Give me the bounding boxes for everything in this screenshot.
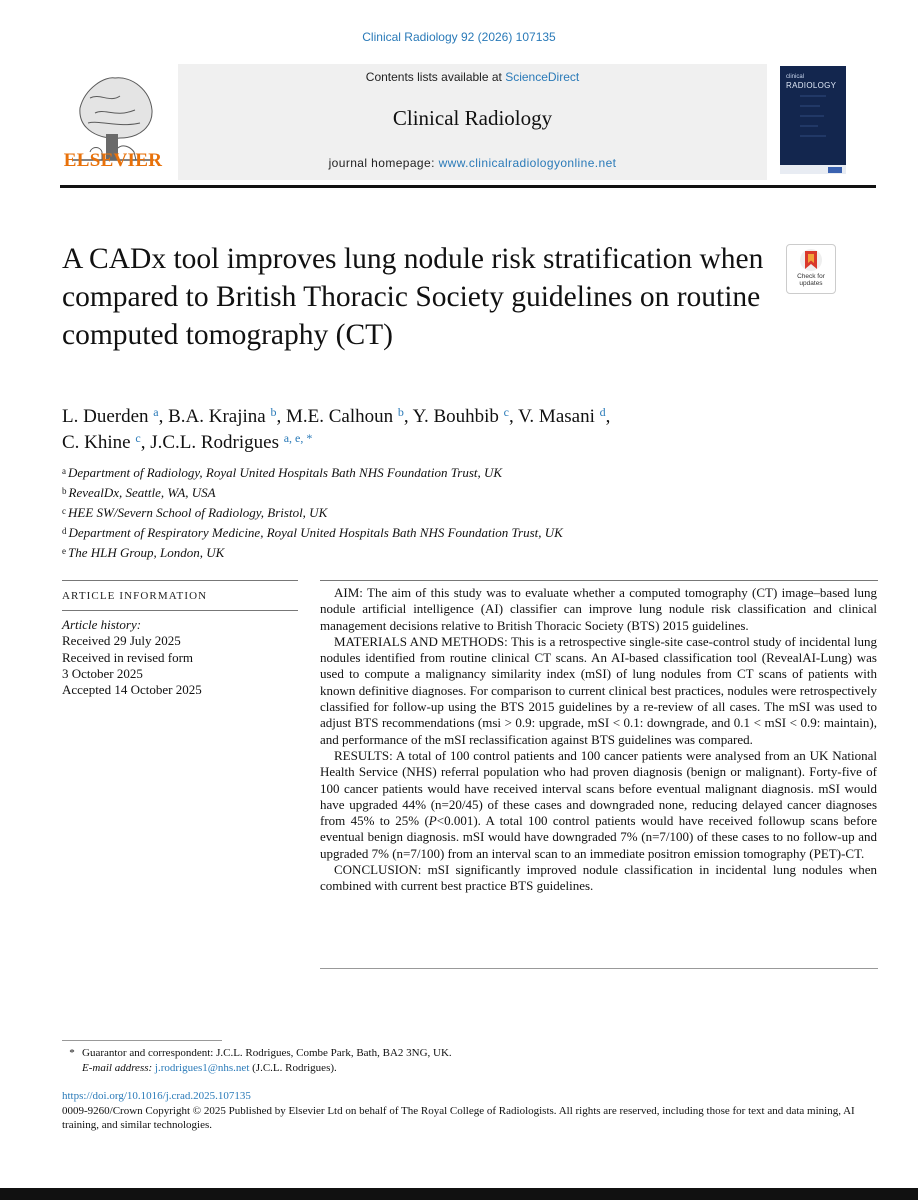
affiliation-text: HEE SW/Severn School of Radiology, Bristol, UK	[68, 505, 328, 520]
results-text-2: <0.001). A total 100 control patients would have received followup scans before eventual benign diagnosis. mSI would have downgraded 7% (n=7/100) of these cases to no follow-up and upgraded 7% (n=7/100) from an interval scan to an immediate positron emission tomography (PET)-CT.	[320, 813, 877, 861]
journal-cover-thumbnail[interactable]	[780, 66, 846, 174]
affiliation-text: RevealDx, Seattle, WA, USA	[68, 485, 216, 500]
affiliation-key: a	[62, 466, 66, 476]
doi-link[interactable]: https://doi.org/10.1016/j.crad.2025.107135	[62, 1090, 251, 1102]
section-divider	[62, 610, 298, 611]
author-affiliation-marker[interactable]: a, e, *	[283, 431, 313, 445]
header-rule	[60, 185, 876, 188]
affiliation-key: b	[62, 486, 67, 496]
author-affiliation-marker[interactable]: c	[503, 405, 509, 419]
affiliation-key: c	[62, 506, 66, 516]
author-name[interactable]: L. Duerden	[62, 406, 149, 427]
journal-banner	[178, 64, 767, 180]
history-accepted: Accepted 14 October 2025	[62, 682, 202, 698]
results-text-1: RESULTS: A total of 100 control patients and 100 cancer patients were analysed from an UK National Health Service (NHS) referral population who had proven diagnosis (benign or malignant). Forty-five of 100 cancer patients would have received interval scans before eventual malignant diagnosis. mSI would have upgraded 44% (n=20/45) of these cases and downgraded none, reducing delayed cancer diagnoses from 45% to 25% (	[320, 747, 877, 829]
cover-graphic	[780, 66, 846, 174]
affiliation-key: e	[62, 546, 66, 556]
affiliation-item	[62, 502, 822, 522]
affiliation-text: Department of Respiratory Medicine, Royal United Hospitals Bath NHS Foundation Trust, UK	[68, 525, 563, 540]
affiliation-list	[62, 462, 822, 562]
email-suffix: (J.C.L. Rodrigues).	[249, 1061, 337, 1074]
author-affiliation-marker[interactable]: b	[270, 405, 277, 419]
author-separator: ,	[508, 406, 519, 427]
copyright-notice: 0009-9260/Crown Copyright © 2025 Published by Elsevier Ltd on behalf of The Royal College of Radiologists. All rights are reserved, including those for text and data mining, AI training, and similar technologies.	[62, 1105, 855, 1131]
homepage-prefix: journal homepage:	[328, 156, 439, 170]
homepage-line	[178, 156, 767, 170]
affiliation-item	[62, 462, 822, 482]
elsevier-wordmark: ELSEVIER	[63, 150, 163, 171]
author-separator: ,	[605, 406, 611, 427]
history-revised: Received in revised form	[62, 649, 194, 665]
author-name[interactable]: Y. Bouhbib	[412, 406, 499, 427]
affiliation-item	[62, 522, 822, 542]
history-label: Article history:	[62, 617, 142, 632]
author-list	[62, 404, 802, 456]
history-received: Received 29 July 2025	[62, 633, 181, 649]
author-name[interactable]: M.E. Calhoun	[285, 406, 394, 427]
abstract-methods: MATERIALS AND METHODS: This is a retrospective single-site case-control study of incidental lung nodules identified from routine clinical CT scans. An AI-based classification tool (RevealAI-Lung) was used to compute a malignancy similarity index (mSI) of lung nodules from CT scans of patients with known definitive diagnoses. For comparison to current clinical best practices, nodules were retrospectively classified for follow-up using the BTS 2015 guidelines by a re-review of all cases. The mSI was used to adjust BTS recommendations (msi > 0.9: upgrade, mSI < 0.1: downgrade, and 0.1 < mSI < 0.9: maintain), and performance of the mSI reclassification against BTS guidelines was compared.	[320, 633, 877, 747]
abstract	[320, 585, 877, 895]
abstract-conclusion: CONCLUSION: mSI significantly improved nodule classification in incidental lung nodules when combined with current best practice BTS guidelines.	[320, 862, 877, 894]
affiliation-key: d	[62, 526, 67, 536]
bookmark-icon	[787, 245, 835, 275]
cover-small-text: clinical	[786, 74, 805, 80]
affiliation-text: Department of Radiology, Royal United Hospitals Bath NHS Foundation Trust, UK	[68, 465, 503, 480]
journal-citation[interactable]: Clinical Radiology 92 (2026) 107135	[362, 30, 556, 44]
sciencedirect-link[interactable]: ScienceDirect	[505, 70, 580, 84]
results-p-symbol: P	[428, 813, 437, 829]
author-separator: ,	[403, 406, 413, 427]
bottom-edge-band	[0, 1188, 918, 1200]
cover-title: RADIOLOGY	[786, 81, 837, 90]
article-title: A CADx tool improves lung nodule risk stratification when compared to British Thoracic Society guidelines on routine computed tomography (CT)	[62, 243, 764, 351]
journal-name: Clinical Radiology	[392, 106, 553, 130]
check-updates-label: Check for updates	[797, 273, 825, 287]
history-revised-date: 3 October 2025	[62, 665, 143, 681]
author-name[interactable]: C. Khine	[62, 432, 131, 453]
abstract-results	[320, 748, 877, 862]
affiliation-text: The HLH Group, London, UK	[68, 545, 225, 560]
article-info-heading: ARTICLE INFORMATION	[62, 590, 208, 602]
author-separator: ,	[140, 432, 151, 453]
footnote-email	[62, 1061, 862, 1076]
email-link[interactable]: j.rodrigues1@nhs.net	[154, 1061, 250, 1074]
footnote-guarantor	[62, 1046, 862, 1061]
author-separator: ,	[276, 406, 286, 427]
author-name[interactable]: J.C.L. Rodrigues	[150, 432, 279, 453]
footnote-divider	[62, 1040, 222, 1041]
footnote	[62, 1046, 862, 1075]
author-affiliation-marker[interactable]: c	[135, 431, 141, 445]
author-affiliation-marker[interactable]: d	[599, 405, 606, 419]
email-label: E-mail address:	[82, 1061, 153, 1074]
author-affiliation-marker[interactable]: b	[397, 405, 404, 419]
cover-badge	[828, 167, 842, 173]
check-for-updates-badge[interactable]	[786, 244, 836, 294]
abstract-divider	[320, 968, 878, 969]
guarantor-text: Guarantor and correspondent: J.C.L. Rodrigues, Combe Park, Bath, BA2 3NG, UK.	[82, 1047, 452, 1059]
journal-homepage-link[interactable]: www.clinicalradiologyonline.net	[438, 156, 617, 170]
contents-prefix: Contents lists available at	[365, 70, 506, 84]
author-name[interactable]: B.A. Krajina	[168, 406, 266, 427]
abstract-aim: AIM: The aim of this study was to evaluate whether a computed tomography (CT) image–based lung nodule artificial intelligence (AI) classifier can improve lung nodule risk classification and clinical management decisions relative to British Thoracic Society (BTS) 2015 guidelines.	[320, 585, 877, 633]
abstract-divider	[320, 580, 878, 581]
contents-line	[178, 70, 767, 84]
author-name[interactable]: V. Masani	[518, 406, 595, 427]
author-separator: ,	[158, 406, 169, 427]
footnote-marker: *	[69, 1047, 75, 1059]
article-history	[62, 617, 298, 698]
affiliation-item	[62, 542, 822, 562]
section-divider	[62, 580, 298, 581]
author-affiliation-marker[interactable]: a	[153, 405, 159, 419]
affiliation-item	[62, 482, 822, 502]
